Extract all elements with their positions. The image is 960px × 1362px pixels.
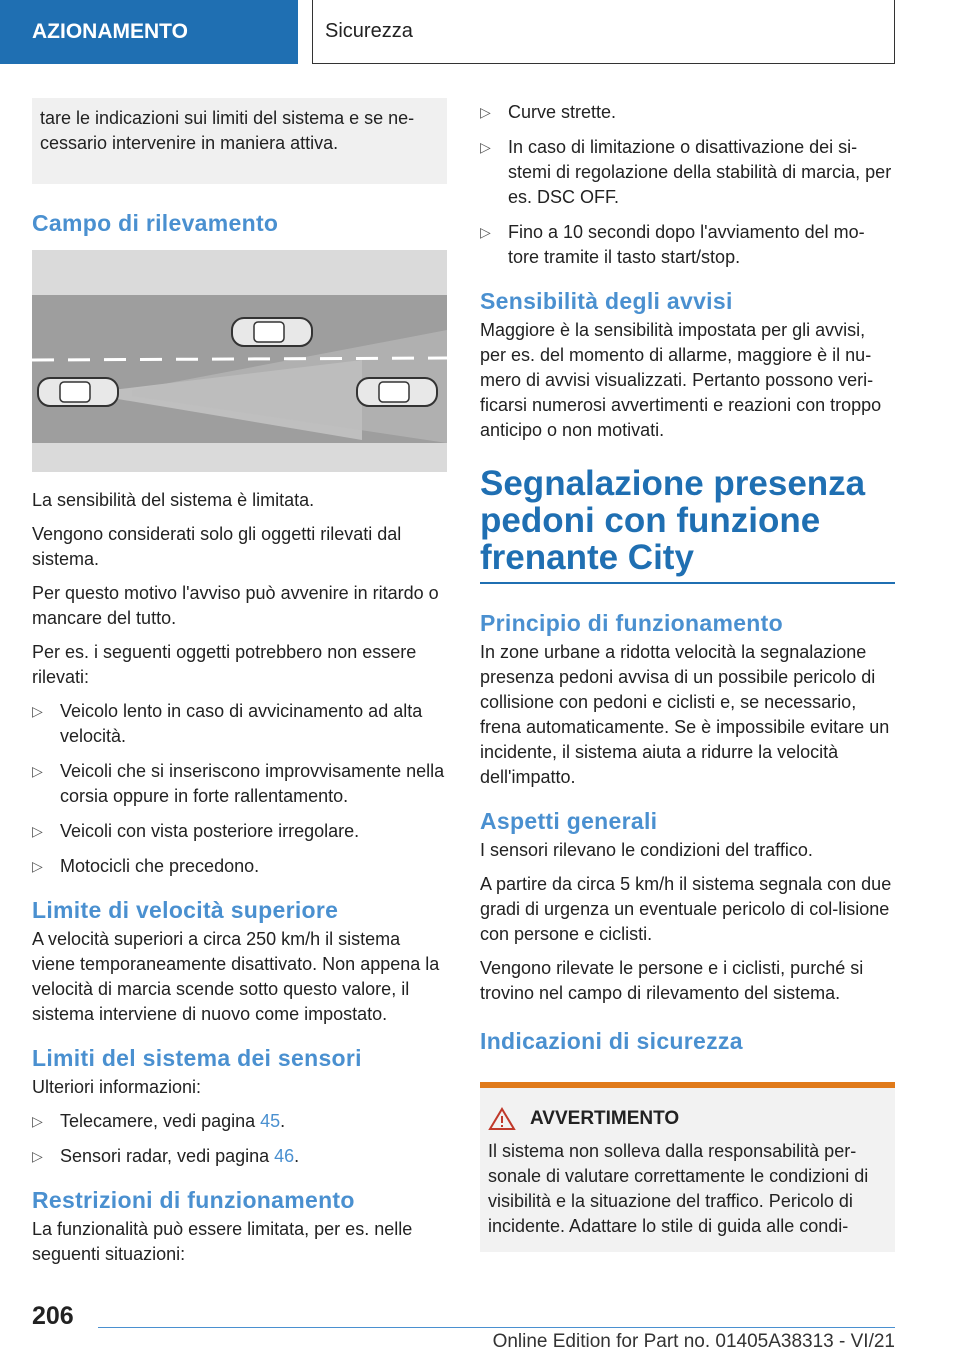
paragraph: Per es. i seguenti oggetti potrebbero non essere rilevati: [32,642,417,687]
intro-box [32,98,447,184]
paragraph: Vengono rilevate le persone e i ciclisti, purché si trovino nel campo di rilevamento del sistema. [480,958,864,1003]
triangle-bullet-icon: ▷ [32,703,43,719]
car-own-icon [38,378,118,406]
list-item: ▷ In caso di limitazione o disattivazione dei si-stemi di regolazione della stabilità di marcia, per es. DSC OFF. [480,137,892,207]
heading-principio: Principio di funzionamento [480,610,783,636]
footer-divider [98,1327,895,1328]
reference-list [32,1109,447,1169]
paragraph: In zone urbane a ridotta velocità la segnalazione presenza pedoni avvisa di un possibile pericolo di collisione con pedoni e ciclisti e, se necessario, frena automaticamente. Se è impossibile evitare un incidente, il sistema aiuta a ridurre la velocità dell'impatto. [480,642,890,787]
intro-text: tare le indicazioni sui limiti del sistema e se ne-cessario intervenire in maniera attiva. [40,108,415,153]
paragraph: Maggiore è la sensibilità impostata per gli avvisi, per es. del momento di allarme, maggiore è il nu-mero di avvisi visualizzati. Pertanto possono veri-ficarsi numerosi avvertimenti e reazioni con troppo anticipo o non motivati. [480,320,882,440]
warning-content [480,1088,895,1252]
triangle-bullet-icon: ▷ [480,224,491,240]
right-column [480,100,895,1252]
paragraph: Vengono considerati solo gli oggetti rilevati dal sistema. [32,524,402,569]
list-item: ▷ Curve strette. [480,100,895,125]
heading-campo: Campo di rilevamento [32,210,279,236]
page-link-45[interactable]: 45 [260,1111,281,1131]
heading-aspetti: Aspetti generali [480,808,658,834]
paragraph: A partire da circa 5 km/h il sistema segnala con due gradi di urgenza un eventuale pericolo di col-lisione con persone e ciclisti. [480,874,892,944]
triangle-bullet-icon: ▷ [480,139,491,155]
detection-range-figure [32,250,447,472]
car-front-icon [232,318,312,346]
list-item: ▷ Telecamere, vedi pagina 45. [32,1109,447,1134]
bullet-list [480,100,895,270]
triangle-bullet-icon: ▷ [32,763,43,779]
heading-sensibilita: Sensibilità degli avvisi [480,288,733,314]
paragraph: La funzionalità può essere limitata, per es. nelle seguenti situazioni: [32,1219,413,1264]
paragraph: La sensibilità del sistema è limitata. [32,490,315,510]
paragraph: I sensori rilevano le condizioni del traffico. [480,840,813,860]
list-item: ▷ Veicolo lento in caso di avvicinamento ad alta velocità. [32,701,423,746]
triangle-bullet-icon: ▷ [32,1113,43,1129]
footer-edition: Online Edition for Part no. 01405A38313 - VI/21 [492,1331,895,1352]
paragraph: Per questo motivo l'avviso può avvenire in ritardo o mancare del tutto. [32,583,439,628]
warning-box [480,1082,895,1252]
heading-restrizioni: Restrizioni di funzionamento [32,1187,355,1213]
detection-range-illustration [32,250,447,472]
triangle-bullet-icon: ▷ [480,104,491,120]
list-item: ▷ Fino a 10 secondi dopo l'avviamento del mo-tore tramite il tasto start/stop. [480,222,865,267]
car-ahead-icon [357,378,437,406]
list-item: ▷ Motocicli che precedono. [32,854,447,879]
warning-label: AVVERTIMENTO [530,1108,680,1129]
list-item: ▷ Veicoli che si inseriscono improvvisamente nella corsia oppure in forte rallentamento. [32,761,445,806]
page-number: 206 [32,1302,74,1330]
section-header [312,0,895,64]
heading-indicazioni: Indicazioni di sicurezza [480,1028,743,1054]
triangle-bullet-icon: ▷ [32,858,43,874]
list-item: ▷ Veicoli con vista posteriore irregolare. [32,819,447,844]
heading-sensori: Limiti del sistema dei sensori [32,1045,362,1071]
triangle-bullet-icon: ▷ [32,1148,43,1164]
paragraph: Ulteriori informazioni: [32,1077,202,1097]
warning-text: Il sistema non solleva dalla responsabilità per-sonale di valutare correttamente le condizioni di visibilità e la situazione del traffico. Pericolo di incidente. Adattare lo stile di guida alle condi- [488,1141,869,1236]
warning-title [488,1106,887,1131]
paragraph: A velocità superiori a circa 250 km/h il sistema viene temporaneamente disattivato. Non appena la velocità di marcia scende sotto questo valore, il sistema interviene di nuovo come impostato. [32,929,440,1024]
heading-limite: Limite di velocità superiore [32,897,339,923]
page-link-46[interactable]: 46 [274,1146,295,1166]
section-title: Sicurezza [325,20,413,42]
left-column [32,100,447,1276]
list-item: ▷ Sensori radar, vedi pagina 46. [32,1144,447,1169]
triangle-bullet-icon: ▷ [32,823,43,839]
chapter-heading: Segnalazione presenza pedoni con funzione frenante City [480,465,895,584]
warning-triangle-icon [488,1107,516,1131]
chapter-tab [0,0,298,64]
chapter-title: AZIONAMENTO [32,20,188,43]
bullet-list [32,699,447,879]
